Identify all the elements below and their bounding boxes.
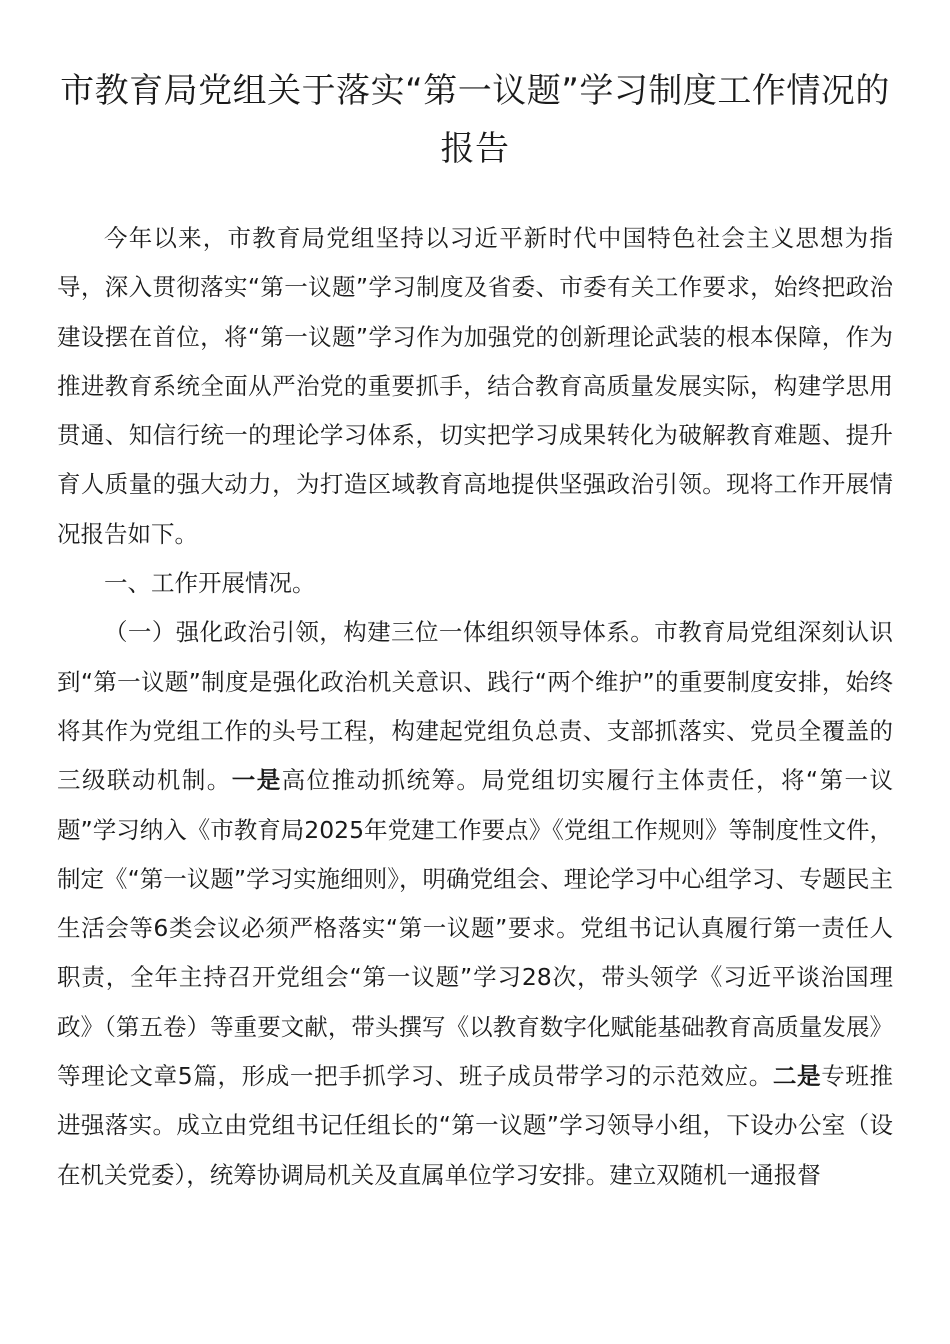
subsection-text-a: （一）强化政治引领，构建三位一体组织领导体系。市教育局党组深刻认识到“第一议题”制度是强化政治机关意识、践行“两个维护”的重要制度安排，始终将其作为党组工作的头号工程，构建起党组负总责、支部抓落实、党员全覆盖的三级联动机制。: [57, 618, 893, 795]
section-heading: 一、工作开展情况。: [104, 569, 316, 598]
subsection-text-c: 专班推进强落实。成立由党组书记任组长的“第一议题”学习领导小组，下设办公室（设在机关党委），统筹协调局机关及直属单位学习安排。建立双随机一通报督: [57, 1062, 893, 1189]
lead-marker-first: 一是: [231, 766, 282, 795]
intro-paragraph: 今年以来，市教育局党组坚持以习近平新时代中国特色社会主义思想为指导，深入贯彻落实“第一议题”学习制度及省委、市委有关工作要求，始终把政治建设摆在首位，将“第一议题”学习作为加强党的创新理论武装的根本保障，作为推进教育系统全面从严治党的重要抓手，结合教育高质量发展实际，构建学思用贯通、知信行统一的理论学习体系，切实把学习成果转化为破解教育难题、提升育人质量的强大动力，为打造区域教育高地提供坚强政治引领。现将工作开展情况报告如下。: [57, 224, 893, 548]
subsection-text-b: 高位推动抓统筹。局党组切实履行主体责任，将“第一议题”学习纳入《市教育局2025年党建工作要点》《党组工作规则》等制度性文件，制定《“第一议题”学习实施细则》，明确党组会、理论学习中心组学习、专题民主生活会等6类会议必须严格落实“第一议题”要求。党组书记认真履行第一责任人职责，全年主持召开党组会“第一议题”学习28次，带头领学《习近平谈治国理政》（第五卷）等重要文献，带头撰写《以教育数字化赋能基础教育高质量发展》等理论文章5篇，形成一把手抓学习、班子成员带学习的示范效应。: [57, 766, 893, 1091]
document-body: [57, 214, 893, 1200]
document-title: 市教育局党组关于落实“第一议题”学习制度工作情况的报告: [60, 71, 890, 169]
subsection-paragraph: [57, 608, 893, 1200]
lead-marker-second: 二是: [772, 1062, 822, 1091]
